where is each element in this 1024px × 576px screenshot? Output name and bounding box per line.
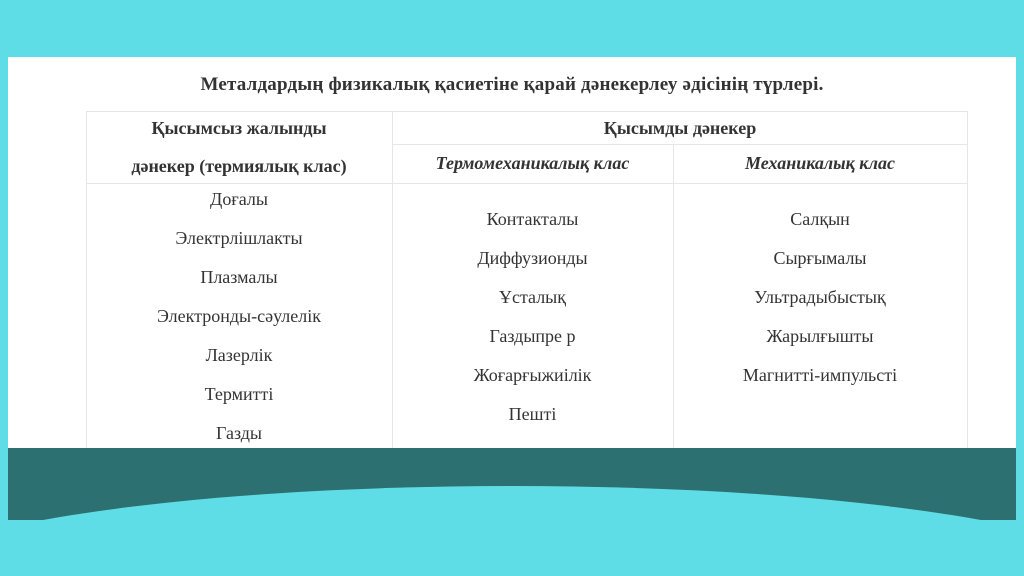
decorative-footer-band — [8, 448, 1016, 520]
list-item: Жоғарғыжиілік — [473, 365, 592, 385]
document-title: Металдардың физикалық қасиетіне қарай дәнекерлеу әдісінің түрлері. — [200, 74, 824, 95]
list-item: Газды — [216, 423, 262, 443]
col1-items-list — [86, 180, 392, 453]
list-item: Магнитті-импульсті — [742, 365, 898, 385]
list-item: Ультрадыбыстық — [754, 287, 886, 307]
list-item: Ұсталық — [498, 287, 567, 307]
list-item: Пешті — [508, 404, 557, 424]
list-item: Салқын — [790, 209, 850, 229]
list-item: Газдыпре р — [489, 326, 576, 346]
col3-header: Механикалық клас — [744, 153, 895, 173]
list-item: Электрлішлакты — [175, 228, 303, 248]
list-item: Электронды-сәулелік — [157, 306, 321, 326]
list-item: Лазерлік — [205, 345, 273, 365]
list-item: Жарылғышты — [766, 326, 874, 346]
list-item: Диффузионды — [477, 248, 588, 268]
list-item: Плазмалы — [200, 267, 278, 287]
col3-items-list — [673, 200, 967, 395]
col2-header: Термомеханикалық клас — [435, 153, 630, 173]
col2-items-list — [392, 200, 673, 434]
col1-header-line1: Қысымсыз жалынды — [151, 118, 327, 138]
list-item: Доғалы — [210, 189, 268, 209]
list-item: Термитті — [204, 384, 274, 404]
table-border-top — [86, 111, 968, 112]
table-border-right — [967, 111, 968, 448]
decorative-arc — [8, 486, 1016, 520]
list-item: Контакталы — [486, 209, 579, 229]
list-item: Сырғымалы — [773, 248, 867, 268]
col1-header-line2: дәнекер (термиялық клас) — [131, 156, 347, 176]
group-header-pressure-welding: Қысымды дәнекер — [603, 118, 757, 138]
table-border-subheader — [392, 144, 968, 145]
